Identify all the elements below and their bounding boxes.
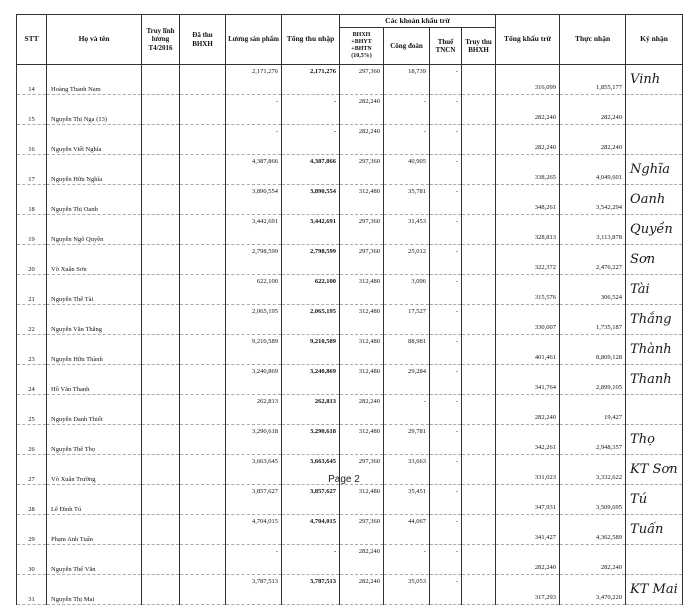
row-base-salary (142, 155, 180, 185)
row-union: 25,012 (384, 245, 430, 275)
row-product-salary: 622,100 (226, 275, 282, 305)
row-net: 3,113,878 (560, 215, 626, 245)
row-stt: 29 (17, 515, 47, 545)
row-signature: Tú (626, 485, 683, 515)
row-net: 306,524 (560, 275, 626, 305)
row-total-deduction: 282,240 (496, 95, 560, 125)
row-insurance: 312,480 (340, 275, 384, 305)
row-tax: - (430, 65, 462, 95)
row-bhxh-paid (180, 575, 226, 605)
row-union: 29,284 (384, 365, 430, 395)
table-row (17, 425, 683, 455)
row-tax: - (430, 125, 462, 155)
row-total-income: 3,857,627 (282, 485, 340, 515)
row-total-deduction: 322,372 (496, 245, 560, 275)
row-tax: - (430, 185, 462, 215)
row-tax: - (430, 215, 462, 245)
table-row (17, 155, 683, 185)
row-signature: Thành (626, 335, 683, 365)
row-bhxh-collect (462, 245, 496, 275)
table-row (17, 65, 683, 95)
row-total-income: 3,890,554 (282, 185, 340, 215)
row-insurance: 312,480 (340, 485, 384, 515)
row-bhxh-collect (462, 395, 496, 425)
header-signature: Ký nhận (626, 15, 683, 65)
row-signature: Oanh (626, 185, 683, 215)
row-bhxh-paid (180, 245, 226, 275)
row-product-salary: 3,290,618 (226, 425, 282, 455)
row-union: 18,739 (384, 65, 430, 95)
row-name: Nguyễn Thế Tài (47, 275, 142, 305)
row-tax: - (430, 395, 462, 425)
row-net: 2,899,105 (560, 365, 626, 395)
row-signature: Sơn (626, 245, 683, 275)
row-insurance: 312,480 (340, 305, 384, 335)
row-signature: Tài (626, 275, 683, 305)
row-stt: 21 (17, 275, 47, 305)
table-row (17, 335, 683, 365)
row-bhxh-paid (180, 215, 226, 245)
row-name: Võ Xuân Sơn (47, 245, 142, 275)
row-union: 3,096 (384, 275, 430, 305)
row-name: Nguyễn Viết Nghĩa (47, 125, 142, 155)
row-net: 2,476,227 (560, 245, 626, 275)
row-tax: - (430, 335, 462, 365)
row-net: 19,427 (560, 395, 626, 425)
row-net: 3,542,294 (560, 185, 626, 215)
row-net: 3,509,695 (560, 485, 626, 515)
row-product-salary: 3,240,869 (226, 365, 282, 395)
row-bhxh-paid (180, 365, 226, 395)
row-name: Hồ Văn Thanh (47, 365, 142, 395)
row-name: Lê Đình Tú (47, 485, 142, 515)
row-union: 29,781 (384, 425, 430, 455)
row-insurance: 297,360 (340, 455, 384, 485)
row-base-salary (142, 245, 180, 275)
row-net: 2,948,357 (560, 425, 626, 455)
header-product-salary: Lương sản phẩm (226, 15, 282, 65)
row-base-salary (142, 95, 180, 125)
row-total-deduction: 328,813 (496, 215, 560, 245)
row-total-deduction: 317,293 (496, 575, 560, 605)
header-union: Công đoàn (384, 28, 430, 65)
row-stt: 25 (17, 395, 47, 425)
row-base-salary (142, 425, 180, 455)
row-product-salary: 2,065,195 (226, 305, 282, 335)
payroll-table (16, 14, 683, 605)
row-product-salary: 3,787,513 (226, 575, 282, 605)
row-total-deduction: 347,931 (496, 485, 560, 515)
row-total-deduction: 282,240 (496, 545, 560, 575)
row-union: - (384, 125, 430, 155)
table-row (17, 575, 683, 605)
header-bhxh-paid: Đã thu BHXH (180, 15, 226, 65)
row-bhxh-paid (180, 425, 226, 455)
row-bhxh-collect (462, 65, 496, 95)
row-net: 4,362,589 (560, 515, 626, 545)
row-bhxh-paid (180, 185, 226, 215)
row-union: - (384, 545, 430, 575)
row-bhxh-collect (462, 335, 496, 365)
row-signature: Thanh (626, 365, 683, 395)
row-insurance: 297,360 (340, 215, 384, 245)
row-tax: - (430, 245, 462, 275)
row-total-income: 3,787,513 (282, 575, 340, 605)
row-signature: Nghĩa (626, 155, 683, 185)
row-stt: 31 (17, 575, 47, 605)
row-stt: 28 (17, 485, 47, 515)
row-name: Nguyễn Hữu Thành (47, 335, 142, 365)
row-union: 44,067 (384, 515, 430, 545)
row-total-income: 2,171,276 (282, 65, 340, 95)
row-name: Nguyễn Hữu Nghĩa (47, 155, 142, 185)
row-total-deduction: 338,265 (496, 155, 560, 185)
row-name: Hoàng Thanh Nam (47, 65, 142, 95)
table-row (17, 275, 683, 305)
row-total-income: 3,240,869 (282, 365, 340, 395)
row-signature (626, 545, 683, 575)
row-bhxh-collect (462, 425, 496, 455)
row-base-salary (142, 545, 180, 575)
row-union: - (384, 95, 430, 125)
row-union: 88,981 (384, 335, 430, 365)
row-net: 3,470,220 (560, 575, 626, 605)
row-union: 35,451 (384, 485, 430, 515)
row-insurance: 297,360 (340, 155, 384, 185)
row-signature: KT Sơn (626, 455, 683, 485)
row-net: 282,240 (560, 545, 626, 575)
row-bhxh-paid (180, 65, 226, 95)
row-bhxh-collect (462, 365, 496, 395)
row-name: Nguyễn Danh Thiết (47, 395, 142, 425)
row-tax: - (430, 365, 462, 395)
row-bhxh-collect (462, 305, 496, 335)
row-base-salary (142, 305, 180, 335)
row-net: 8,809,128 (560, 335, 626, 365)
row-stt: 27 (17, 455, 47, 485)
row-stt: 20 (17, 245, 47, 275)
row-insurance: 282,240 (340, 395, 384, 425)
row-insurance: 312,480 (340, 365, 384, 395)
row-signature: Thắng (626, 305, 683, 335)
row-name: Nguyễn Thế Thọ (47, 425, 142, 455)
row-name: Võ Xuân Trường (47, 455, 142, 485)
table-row (17, 395, 683, 425)
row-total-deduction: 341,427 (496, 515, 560, 545)
row-bhxh-paid (180, 305, 226, 335)
row-name: Nguyễn Thị Oanh (47, 185, 142, 215)
row-net: 282,240 (560, 95, 626, 125)
header-bhxh-collect: Truy thu BHXH (462, 28, 496, 65)
row-insurance: 297,360 (340, 65, 384, 95)
row-name: Nguyễn Ngô Quyền (47, 215, 142, 245)
row-net: 282,240 (560, 125, 626, 155)
row-tax: - (430, 95, 462, 125)
row-total-income: 2,798,599 (282, 245, 340, 275)
header-base-salary: Truy lĩnh lương T4/2016 (142, 15, 180, 65)
row-base-salary (142, 185, 180, 215)
row-stt: 24 (17, 365, 47, 395)
row-product-salary: 4,704,015 (226, 515, 282, 545)
row-base-salary (142, 215, 180, 245)
row-signature (626, 395, 683, 425)
header-deductions-group: Các khoản khấu trừ (340, 15, 496, 28)
row-bhxh-paid (180, 275, 226, 305)
row-base-salary (142, 275, 180, 305)
table-row (17, 545, 683, 575)
row-total-deduction: 330,007 (496, 305, 560, 335)
row-tax: - (430, 575, 462, 605)
page-number: Page 2 (328, 474, 360, 485)
row-stt: 15 (17, 95, 47, 125)
row-bhxh-paid (180, 125, 226, 155)
row-signature: Vinh (626, 65, 683, 95)
row-product-salary: 3,890,554 (226, 185, 282, 215)
row-stt: 17 (17, 155, 47, 185)
row-insurance: 297,360 (340, 245, 384, 275)
row-signature: Tuấn (626, 515, 683, 545)
row-insurance: 282,240 (340, 575, 384, 605)
row-product-salary: - (226, 125, 282, 155)
row-product-salary: 4,387,866 (226, 155, 282, 185)
row-insurance: 312,480 (340, 425, 384, 455)
row-tax: - (430, 155, 462, 185)
row-tax: - (430, 545, 462, 575)
row-product-salary: 9,210,589 (226, 335, 282, 365)
row-tax: - (430, 515, 462, 545)
row-base-salary (142, 335, 180, 365)
payroll-rows (17, 65, 683, 605)
header-net: Thực nhận (560, 15, 626, 65)
row-bhxh-paid (180, 155, 226, 185)
row-signature: Quyền (626, 215, 683, 245)
row-net: 3,332,622 (560, 455, 626, 485)
row-product-salary: 2,171,276 (226, 65, 282, 95)
row-insurance: 312,480 (340, 335, 384, 365)
row-total-deduction: 401,461 (496, 335, 560, 365)
row-bhxh-collect (462, 515, 496, 545)
row-stt: 14 (17, 65, 47, 95)
row-total-income: - (282, 95, 340, 125)
row-net: 1,735,187 (560, 305, 626, 335)
row-base-salary (142, 395, 180, 425)
row-bhxh-collect (462, 575, 496, 605)
row-total-income: 622,100 (282, 275, 340, 305)
row-product-salary: 3,857,627 (226, 485, 282, 515)
table-row (17, 365, 683, 395)
row-product-salary: - (226, 545, 282, 575)
row-union: 33,663 (384, 455, 430, 485)
row-total-income: 9,210,589 (282, 335, 340, 365)
row-product-salary: - (226, 95, 282, 125)
row-insurance: 312,480 (340, 185, 384, 215)
row-total-income: 3,442,691 (282, 215, 340, 245)
row-total-income: 3,290,618 (282, 425, 340, 455)
row-union: 35,781 (384, 185, 430, 215)
row-insurance: 297,360 (340, 515, 384, 545)
header-stt: STT (17, 15, 47, 65)
table-row (17, 125, 683, 155)
row-total-income: 262,813 (282, 395, 340, 425)
row-stt: 23 (17, 335, 47, 365)
row-signature (626, 125, 683, 155)
row-union: 35,053 (384, 575, 430, 605)
row-product-salary: 2,798,599 (226, 245, 282, 275)
row-insurance: 282,240 (340, 95, 384, 125)
row-total-income: - (282, 545, 340, 575)
row-total-deduction: 342,261 (496, 425, 560, 455)
row-total-income: 3,663,645 (282, 455, 340, 485)
row-base-salary (142, 515, 180, 545)
row-tax: - (430, 275, 462, 305)
table-row (17, 95, 683, 125)
row-stt: 22 (17, 305, 47, 335)
row-base-salary (142, 575, 180, 605)
row-bhxh-collect (462, 275, 496, 305)
row-stt: 19 (17, 215, 47, 245)
row-name: Nguyễn Văn Thắng (47, 305, 142, 335)
row-union: 40,905 (384, 155, 430, 185)
row-insurance: 282,240 (340, 125, 384, 155)
row-total-deduction: 331,023 (496, 455, 560, 485)
row-union: 31,453 (384, 215, 430, 245)
row-stt: 16 (17, 125, 47, 155)
row-total-deduction: 316,099 (496, 65, 560, 95)
row-bhxh-paid (180, 395, 226, 425)
row-signature (626, 95, 683, 125)
table-row (17, 305, 683, 335)
header-tax: Thuế TNCN (430, 28, 462, 65)
header-insurance: BHXH +BHYT +BHTN (10,5%) (340, 28, 384, 65)
row-tax: - (430, 455, 462, 485)
row-total-deduction: 282,240 (496, 125, 560, 155)
table-row (17, 515, 683, 545)
row-product-salary: 3,442,691 (226, 215, 282, 245)
row-net: 1,855,177 (560, 65, 626, 95)
row-total-income: - (282, 125, 340, 155)
row-base-salary (142, 365, 180, 395)
row-stt: 18 (17, 185, 47, 215)
row-tax: - (430, 305, 462, 335)
row-stt: 30 (17, 545, 47, 575)
row-total-income: 4,704,015 (282, 515, 340, 545)
row-total-deduction: 315,576 (496, 275, 560, 305)
table-row (17, 215, 683, 245)
row-bhxh-paid (180, 335, 226, 365)
row-bhxh-collect (462, 185, 496, 215)
row-base-salary (142, 125, 180, 155)
row-total-income: 4,387,866 (282, 155, 340, 185)
row-tax: - (430, 425, 462, 455)
row-bhxh-collect (462, 125, 496, 155)
table-row (17, 245, 683, 275)
row-product-salary: 262,813 (226, 395, 282, 425)
row-total-deduction: 348,261 (496, 185, 560, 215)
row-insurance: 282,240 (340, 545, 384, 575)
header-total-income: Tổng thu nhập (282, 15, 340, 65)
header-name: Họ và tên (47, 15, 142, 65)
row-bhxh-paid (180, 545, 226, 575)
row-union: - (384, 395, 430, 425)
row-total-deduction: 282,240 (496, 395, 560, 425)
row-net: 4,049,601 (560, 155, 626, 185)
row-bhxh-collect (462, 215, 496, 245)
row-tax: - (430, 485, 462, 515)
row-signature: Thọ (626, 425, 683, 455)
row-base-salary (142, 65, 180, 95)
row-name: Nguyễn Thị Nga (13) (47, 95, 142, 125)
row-signature: KT Mai (626, 575, 683, 605)
row-name: Nguyễn Thị Mai (47, 575, 142, 605)
header-total-deduction: Tổng khấu trừ (496, 15, 560, 65)
row-total-income: 2,065,195 (282, 305, 340, 335)
row-stt: 26 (17, 425, 47, 455)
row-product-salary: 3,663,645 (226, 455, 282, 485)
row-bhxh-collect (462, 95, 496, 125)
row-bhxh-collect (462, 545, 496, 575)
row-bhxh-paid (180, 95, 226, 125)
row-bhxh-collect (462, 155, 496, 185)
row-name: Nguyễn Thế Văn (47, 545, 142, 575)
payroll-sheet (16, 14, 682, 605)
row-union: 17,527 (384, 305, 430, 335)
table-row (17, 185, 683, 215)
row-name: Phạm Anh Tuấn (47, 515, 142, 545)
row-bhxh-paid (180, 515, 226, 545)
row-total-deduction: 341,764 (496, 365, 560, 395)
